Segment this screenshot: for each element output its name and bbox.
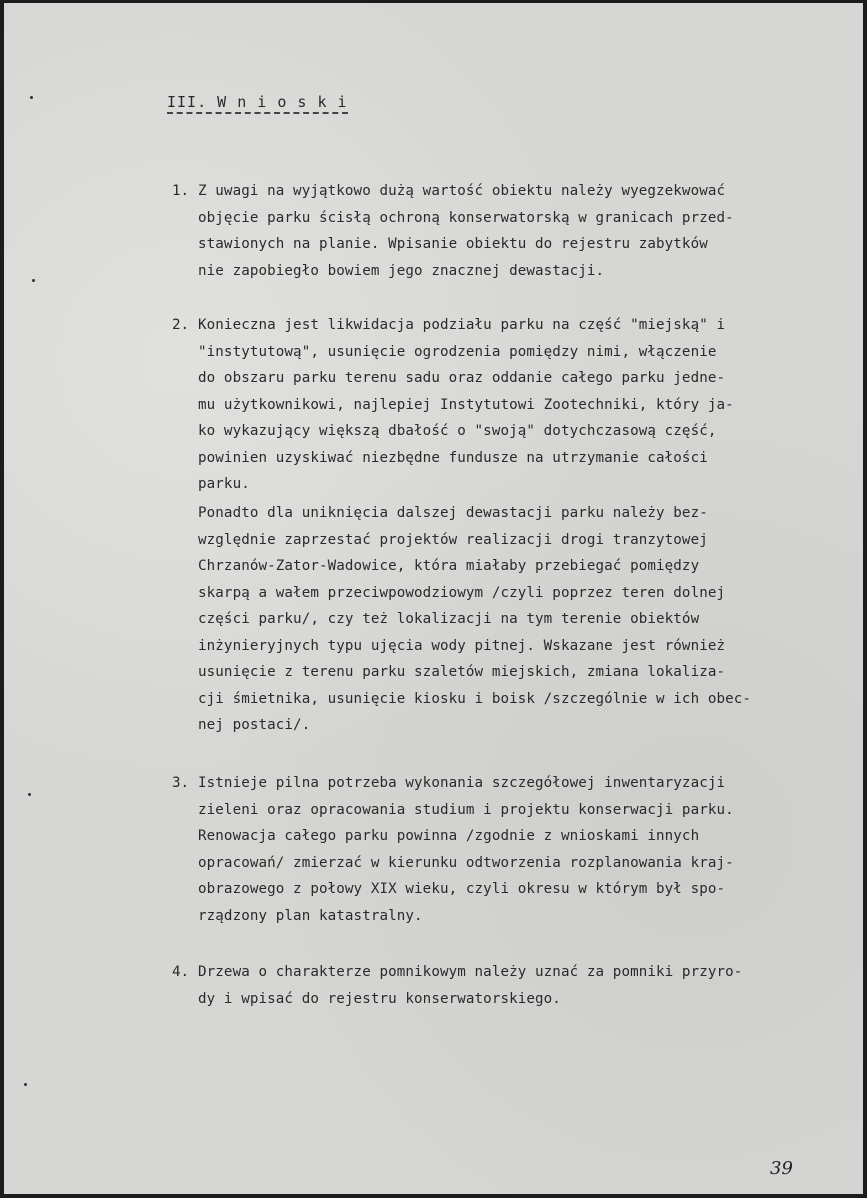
section-heading: III. W n i o s k i [167,93,348,114]
item-number-2: 2. [172,317,190,333]
item-text-4: Drzewa o charakterze pomnikowym należy uznać za pomniki przyro- dy i wpisać do rejestru konserwatorskiego. [198,964,743,1007]
item-number-4: 4. [172,964,190,980]
margin-mark [24,1083,27,1086]
item-text-2: Konieczna jest likwidacja podziału parku na część "miejską" i "instytutową", usunięcie ogrodzenia pomiędzy nimi, włączenie do obszaru parku terenu sadu oraz oddanie całego parku jedne- mu użytkownikowi, najlepiej Instytutowi Zootechniki, który ja- ko wykazujący większą dbałość o "swoją" dotychczasową część, powinien uzyskiwać niezbędne fundusze na utrzymanie całości parku. [198,317,734,492]
margin-mark [28,793,31,796]
margin-mark [30,96,33,99]
item-number-3: 3. [172,775,190,791]
document-page [4,3,863,1194]
page-number: 39 [770,1158,793,1179]
margin-mark [32,279,35,282]
item-text-2-continuation: Ponadto dla uniknięcia dalszej dewastacji parku należy bez- względnie zaprzestać projektów realizacji drogi tranzytowej Chrzanów-Zator-Wadowice, która miałaby przebiegać pomiędzy skarpą a wałem przeciwpowodziowym /czyli poprzez teren dolnej części parku/, czy też lokalizacji na tym terenie obiektów inżynieryjnych typu ujęcia wody pitnej. Wskazane jest również usunięcie z terenu parku szaletów miejskich, zmiana lokaliza- cji śmietnika, usunięcie kiosku i boisk /szczególnie w ich obec- nej postaci/. [198,505,752,733]
item-number-1: 1. [172,183,190,199]
item-text-3: Istnieje pilna potrzeba wykonania szczegółowej inwentaryzacji zieleni oraz opracowania studium i projektu konserwacji parku. Renowacja całego parku powinna /zgodnie z wnioskami innych opracowań/ zmierzać w kierunku odtworzenia rozplanowania kraj- obrazowego z połowy XIX wieku, czyli okresu w którym był spo- rządzony plan katastralny. [198,775,734,924]
item-text-1: Z uwagi na wyjątkowo dużą wartość obiektu należy wyegzekwować objęcie parku ścisłą ochroną konserwatorską w granicach przed- stawionych na planie. Wpisanie obiektu do rejestru zabytków nie zapobiegło bowiem jego znacznej dewastacji. [198,183,734,279]
